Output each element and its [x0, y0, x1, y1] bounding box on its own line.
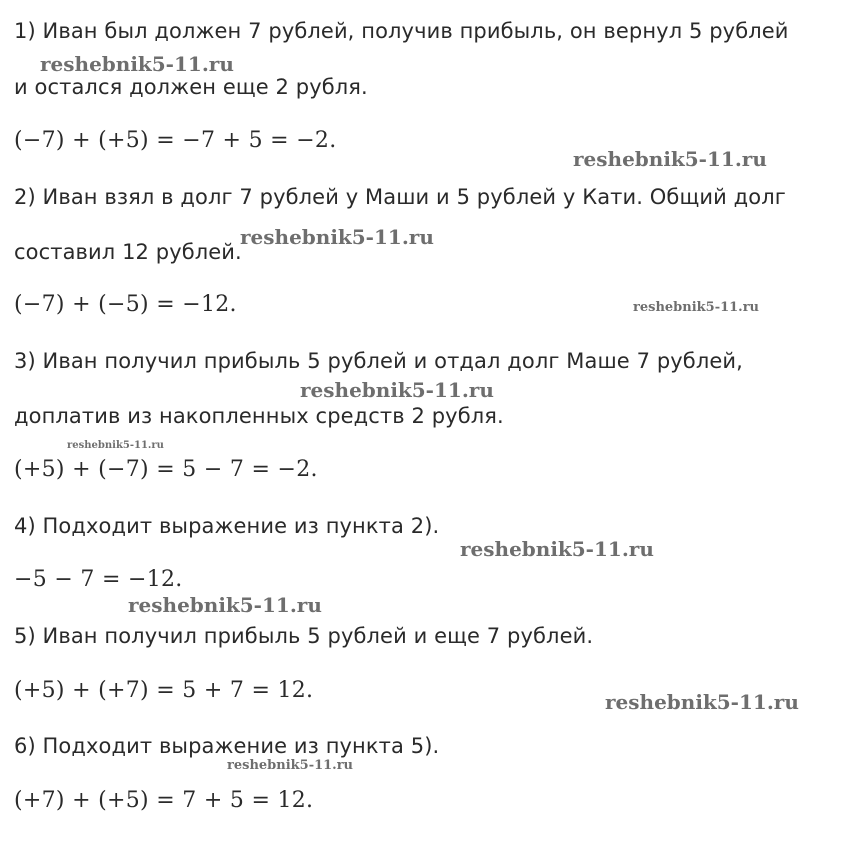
watermark: reshebnik5-11.ru [633, 300, 760, 315]
task-1-text-line-1: 1) Иван был должен 7 рублей, получив прибыль, он вернул 5 рублей [14, 19, 789, 43]
task-4-expression: −5 − 7 = −12. [14, 567, 183, 592]
watermark: reshebnik5-11.ru [605, 690, 799, 714]
task-5-text: 5) Иван получил прибыль 5 рублей и еще 7 рублей. [14, 624, 594, 648]
task-1-expression: (−7) + (+5) = −7 + 5 = −2. [14, 128, 337, 153]
task-2-text-line-1: 2) Иван взял в долг 7 рублей у Маши и 5 рублей у Кати. Общий долг [14, 185, 786, 209]
watermark: reshebnik5-11.ru [227, 758, 354, 773]
task-3-text-line-2: доплатив из накопленных средств 2 рубля. [14, 404, 504, 428]
task-6-expression: (+7) + (+5) = 7 + 5 = 12. [14, 788, 314, 813]
watermark: reshebnik5-11.ru [573, 147, 767, 171]
task-6-text: 6) Подходит выражение из пункта 5). [14, 734, 440, 758]
task-3-expression: (+5) + (−7) = 5 − 7 = −2. [14, 457, 318, 482]
task-2-text-line-2: составил 12 рублей. [14, 240, 242, 264]
task-1-text-line-2: и остался должен еще 2 рубля. [14, 75, 368, 99]
watermark: reshebnik5-11.ru [40, 52, 234, 76]
watermark: reshebnik5-11.ru [300, 378, 494, 402]
watermark: reshebnik5-11.ru [128, 593, 322, 617]
task-3-text-line-1: 3) Иван получил прибыль 5 рублей и отдал долг Маше 7 рублей, [14, 349, 743, 373]
watermark: reshebnik5-11.ru [460, 537, 654, 561]
task-2-expression: (−7) + (−5) = −12. [14, 292, 237, 317]
watermark: reshebnik5-11.ru [240, 225, 434, 249]
task-4-text: 4) Подходит выражение из пункта 2). [14, 514, 440, 538]
watermark: reshebnik5-11.ru [67, 440, 164, 451]
task-5-expression: (+5) + (+7) = 5 + 7 = 12. [14, 678, 314, 703]
